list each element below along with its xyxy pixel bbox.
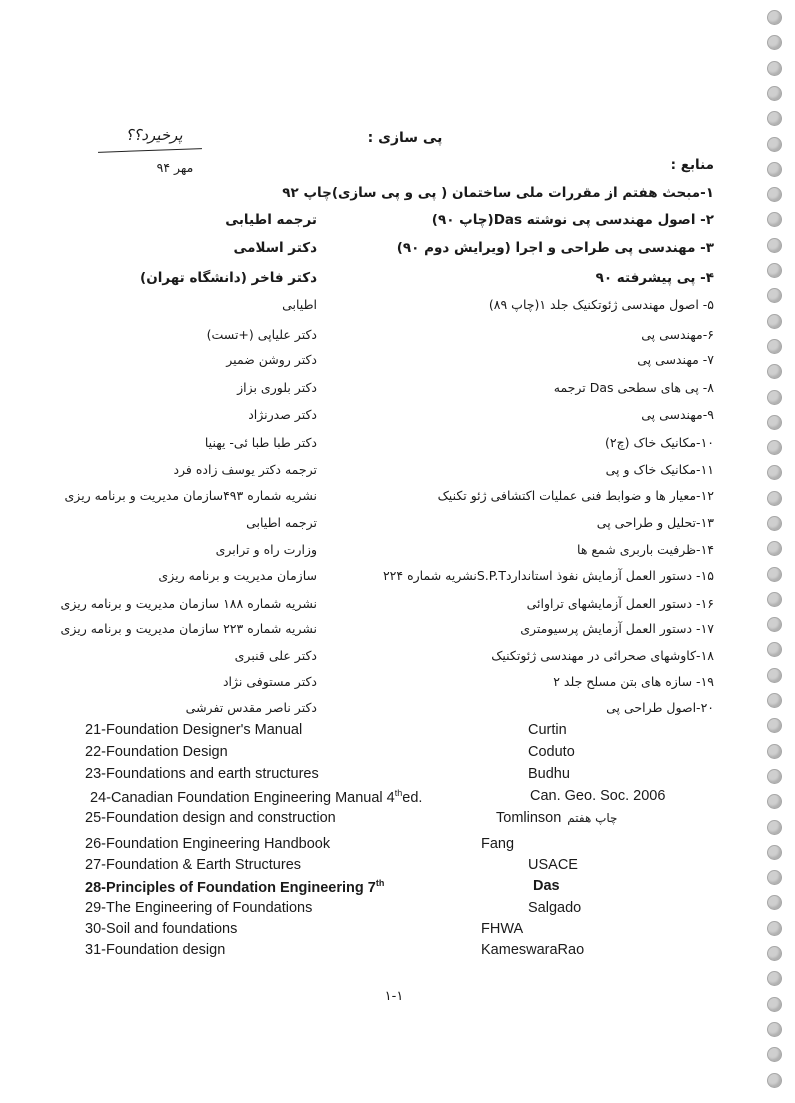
spiral-binding [753, 0, 795, 1103]
edition-superscript: th [375, 878, 385, 888]
binding-ring [767, 567, 782, 582]
binding-ring [767, 794, 782, 809]
reference-title-text: 26-Foundation Engineering Handbook [85, 836, 331, 852]
binding-ring [767, 162, 782, 177]
binding-ring [767, 744, 782, 759]
reference-title: ۲- اصول مهندسی پی نوشته Das(چاپ ۹۰) [431, 212, 714, 228]
reference-title: ۲۰-اصول طراحی پی [606, 700, 714, 715]
reference-author: دکتر اسلامی [233, 240, 317, 256]
reference-author [528, 722, 567, 738]
reference-title [85, 836, 330, 852]
binding-ring [767, 895, 782, 910]
binding-ring [767, 668, 782, 683]
binding-ring [767, 86, 782, 101]
binding-ring [767, 642, 782, 657]
binding-ring [767, 137, 782, 152]
reference-title: ۱۵- دستور العمل آزمایش نفوذ استانداردS.P.Tنشریه شماره ۲۲۴ [382, 568, 714, 583]
reference-author: ترجمه اطیابی [225, 212, 317, 228]
binding-ring [767, 1073, 782, 1088]
reference-title: ۱۷- دستور العمل آزمایش پرسیومتری [520, 621, 714, 636]
reference-author-text: Das [533, 878, 560, 894]
reference-title: ۱۹- سازه های بتن مسلح جلد ۲ [553, 674, 714, 689]
binding-ring [767, 592, 782, 607]
reference-title: ۱۲-معیار ها و ضوابط فنی عملیات اکتشافی ژئو تکنیک [437, 488, 714, 503]
reference-title-text: 25-Foundation design and construction [85, 810, 336, 826]
binding-ring [767, 390, 782, 405]
reference-title [85, 857, 301, 873]
binding-ring [767, 718, 782, 733]
binding-ring [767, 35, 782, 50]
reference-author-text: KameswaraRao [481, 942, 585, 958]
binding-ring [767, 997, 782, 1012]
reference-title [85, 766, 319, 782]
reference-author-note: چاپ هفتم [567, 811, 618, 825]
reference-title: ۶-مهندسی پی [641, 327, 714, 342]
signature-underline [98, 148, 202, 153]
binding-ring [767, 921, 782, 936]
binding-ring [767, 10, 782, 25]
binding-ring [767, 516, 782, 531]
reference-author: دکتر مستوفی نژاد [222, 674, 317, 689]
reference-author [481, 836, 514, 852]
reference-author: وزارت راه و ترابری [215, 542, 317, 557]
reference-author [528, 857, 578, 873]
reference-author-text: FHWA [481, 921, 524, 937]
page-number: ۱-۱ [384, 989, 404, 1004]
reference-author-text: Curtin [528, 722, 567, 738]
reference-title-text: 21-Foundation Designer's Manual [85, 722, 303, 738]
reference-title [85, 942, 225, 958]
reference-author [496, 810, 617, 826]
binding-ring [767, 491, 782, 506]
binding-ring [767, 263, 782, 278]
reference-author: ترجمه دکتر یوسف زاده فرد [173, 462, 317, 477]
binding-ring [767, 61, 782, 76]
reference-author: اطیابی [282, 297, 317, 312]
reference-author-text: Budhu [528, 766, 570, 782]
reference-author: دکتر علیاپی (+تست) [206, 327, 317, 342]
signature-date: مهر ۹۴ [156, 160, 194, 175]
reference-author: نشریه شماره ۱۸۸ سازمان مدیریت و برنامه ریزی [60, 596, 317, 611]
reference-author [528, 900, 581, 916]
reference-title [85, 722, 302, 738]
reference-title [85, 878, 384, 896]
reference-author [481, 942, 584, 958]
reference-title [90, 788, 422, 806]
reference-title: ۱۶- دستور العمل آزمایشهای تراوائی [526, 596, 714, 611]
binding-ring [767, 238, 782, 253]
reference-title [85, 921, 237, 937]
reference-author [481, 921, 523, 937]
reference-author: نشریه شماره ۲۲۳ سازمان مدیریت و برنامه ریزی [60, 621, 317, 636]
reference-author-text: USACE [528, 857, 578, 873]
reference-author: دکتر ناصر مقدس تفرشی [185, 700, 317, 715]
reference-author [533, 878, 560, 894]
binding-ring [767, 187, 782, 202]
binding-ring [767, 870, 782, 885]
binding-ring [767, 946, 782, 961]
reference-title: ۸- پی های سطحی Das ترجمه [553, 380, 714, 395]
binding-ring [767, 440, 782, 455]
reference-title: ۴- پی پیشرفته ۹۰ [595, 270, 714, 286]
reference-title-text: 30-Soil and foundations [85, 921, 238, 937]
reference-title: ۹-مهندسی پی [641, 407, 714, 422]
binding-ring [767, 111, 782, 126]
binding-ring [767, 465, 782, 480]
binding-ring [767, 339, 782, 354]
reference-title: ۱۱-مکانیک خاک و پی [605, 462, 714, 477]
reference-title-text: 29-The Engineering of Foundations [85, 900, 313, 916]
reference-title [85, 744, 228, 760]
reference-title: ۱-مبحث هفتم از مقررات ملی ساختمان ( پی و پی سازی)چاپ ۹۲ [282, 185, 714, 201]
reference-title [85, 810, 336, 826]
reference-title: ۵- اصول مهندسی ژئوتکنیک جلد ۱(چاپ ۸۹) [488, 297, 714, 312]
reference-author: دکتر صدرنژاد [248, 407, 317, 422]
reference-title-text: 23-Foundations and earth structures [85, 766, 319, 782]
reference-author-text: Can. Geo. Soc. 2006 [530, 788, 666, 804]
reference-title: ۱۰-مکانیک خاک (چ۲) [604, 435, 714, 450]
binding-ring [767, 288, 782, 303]
reference-title-text: 24-Canadian Foundation Engineering Manual 4 [90, 789, 395, 806]
reference-title-text: 31-Foundation design [85, 942, 226, 958]
reference-author-text: Salgado [528, 900, 582, 916]
reference-author: ترجمه اطیابی [246, 515, 317, 530]
reference-author [528, 744, 575, 760]
reference-title [85, 900, 312, 916]
signature: پرخیرد؟؟ [125, 126, 183, 144]
reference-title-text: 27-Foundation & Earth Structures [85, 857, 302, 873]
reference-author [530, 788, 665, 804]
reference-author: دکتر فاخر (دانشگاه تهران) [140, 270, 317, 286]
reference-author-text: Coduto [528, 744, 575, 760]
reference-author-text: Tomlinson [496, 810, 562, 826]
binding-ring [767, 693, 782, 708]
binding-ring [767, 971, 782, 986]
reference-title-suffix: ed. [402, 789, 423, 806]
binding-ring [767, 364, 782, 379]
reference-author: دکتر بلوری بزاز [237, 380, 317, 395]
reference-author-text: Fang [481, 836, 515, 852]
binding-ring [767, 769, 782, 784]
reference-title-text: 22-Foundation Design [85, 744, 228, 760]
reference-title: ۱۴-ظرفیت باربری شمع ها [577, 542, 714, 557]
reference-author: دکتر طبا طبا ئی- یهنیا [204, 435, 317, 450]
edition-superscript: th [394, 788, 403, 798]
reference-title-text: 28-Principles of Foundation Engineering 7 [85, 879, 376, 896]
binding-ring [767, 1022, 782, 1037]
binding-ring [767, 820, 782, 835]
reference-title: ۷- مهندسی پی [637, 352, 714, 367]
binding-ring [767, 314, 782, 329]
reference-author: نشریه شماره ۴۹۳سازمان مدیریت و برنامه ریزی [64, 488, 317, 503]
binding-ring [767, 1047, 782, 1062]
binding-ring [767, 541, 782, 556]
reference-author: دکتر علی قنبری [234, 648, 317, 663]
reference-title: ۱۳-تحلیل و طراحی پی [596, 515, 714, 530]
binding-ring [767, 845, 782, 860]
reference-author: دکتر روشن ضمیر [226, 352, 317, 367]
page-title: پی سازی : [367, 130, 443, 146]
reference-author: سازمان مدیریت و برنامه ریزی [158, 568, 317, 583]
binding-ring [767, 415, 782, 430]
reference-title: ۳- مهندسی پی طراحی و اجرا (ویرایش دوم ۹۰) [396, 240, 714, 256]
reference-title: ۱۸-کاوشهای صحرائی در مهندسی ژئوتکنیک [491, 648, 714, 663]
binding-ring [767, 617, 782, 632]
sources-label: منابع : [670, 157, 714, 173]
reference-author [528, 766, 570, 782]
binding-ring [767, 212, 782, 227]
